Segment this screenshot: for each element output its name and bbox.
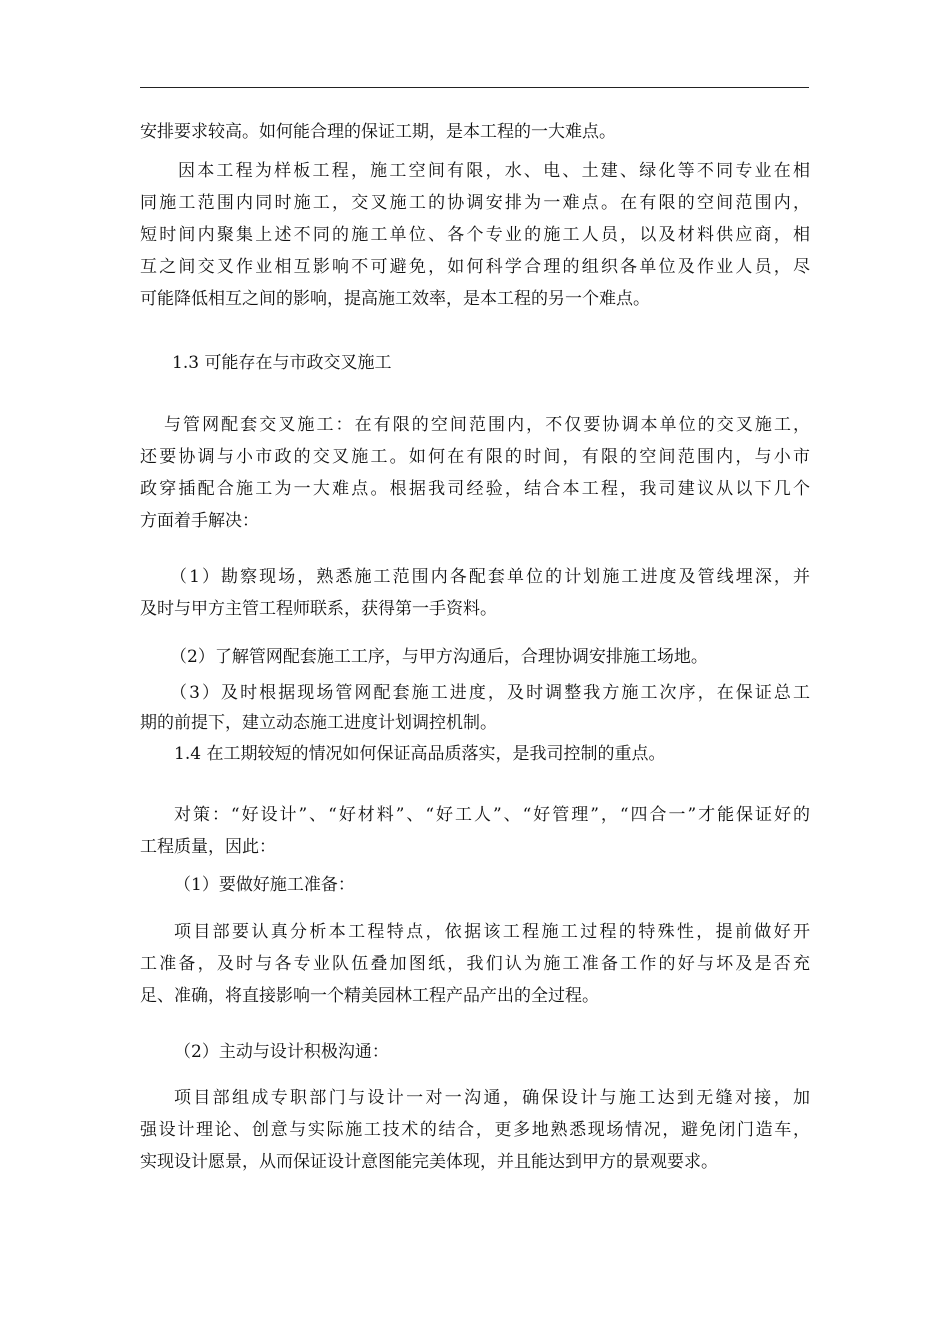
text-line: 实现设计愿景，从而保证设计意图能完美体现，并且能达到甲方的景观要求。	[140, 1152, 718, 1172]
paragraph-pipe-network	[140, 409, 810, 537]
text-line: 短时间内聚集上述不同的施工单位、各个专业的施工人员，以及材料供应商，相	[140, 225, 810, 245]
list-item-3	[140, 678, 810, 738]
section-heading-1-3	[140, 347, 842, 379]
text-line: （2）了解管网配套施工工序，与甲方沟通后，合理协调安排施工场地。	[170, 647, 708, 667]
text-line: （3）及时根据现场管网配套施工进度，及时调整我方施工次序，在保证总工	[170, 683, 810, 703]
text-line: （2）主动与设计积极沟通：	[174, 1042, 389, 1062]
text-line: 可能降低相互之间的影响，提高施工效率，是本工程的另一个难点。	[140, 289, 650, 309]
paragraph-preparation	[140, 916, 810, 1012]
sub-item-2	[140, 1036, 810, 1068]
text-line: 与管网配套交叉施工：在有限的空间范围内，不仅要协调本单位的交叉施工，	[164, 415, 810, 435]
text-line: 因本工程为样板工程，施工空间有限，水、电、土建、绿化等不同专业在相	[178, 161, 810, 181]
text-line: 期的前提下，建立动态施工进度计划调控机制。	[140, 713, 497, 733]
text-line: 足、准确，将直接影响一个精美园林工程产品产出的全过程。	[140, 986, 599, 1006]
paragraph-intro	[140, 116, 810, 148]
header-rule	[140, 87, 809, 88]
heading-text: 1.4 在工期较短的情况如何保证高品质落实，是我司控制的重点。	[174, 744, 666, 764]
paragraph-design-communication	[140, 1082, 810, 1178]
section-heading-1-4	[140, 738, 844, 770]
text-line: 政穿插配合施工为一大难点。根据我司经验，结合本工程，我司建议从以下几个	[140, 479, 810, 499]
text-line: （1）要做好施工准备：	[174, 875, 355, 895]
text-line: 强设计理论、创意与实际施工技术的结合，更多地熟悉现场情况，避免闭门造车，	[140, 1120, 810, 1140]
text-line: 项目部要认真分析本工程特点，依据该工程施工过程的特殊性，提前做好开	[174, 922, 810, 942]
text-line: 方面着手解决：	[140, 511, 259, 531]
text-line: 同施工范围内同时施工，交叉施工的协调安排为一难点。在有限的空间范围内，	[140, 193, 810, 213]
text-line: （1）勘察现场，熟悉施工范围内各配套单位的计划施工进度及管线埋深，并	[170, 567, 810, 587]
paragraph-countermeasure	[140, 799, 810, 863]
text-line: 安排要求较高。如何能合理的保证工期，是本工程的一大难点。	[140, 122, 616, 142]
text-line: 工程质量，因此：	[140, 837, 276, 857]
text-line: 及时与甲方主管工程师联系，获得第一手资料。	[140, 599, 497, 619]
sub-item-1	[140, 869, 810, 901]
text-line: 项目部组成专职部门与设计一对一沟通，确保设计与施工达到无缝对接，加	[174, 1088, 810, 1108]
text-line: 工准备，及时与各专业队伍叠加图纸，我们认为施工准备工作的好与坏及是否充	[140, 954, 810, 974]
text-line: 对策：“好设计”、“好材料”、“好工人”、“好管理”，“四合一”才能保证好的	[174, 805, 810, 825]
heading-text: 1.3 可能存在与市政交叉施工	[172, 353, 392, 373]
list-item-1	[140, 561, 810, 625]
text-line: 互之间交叉作业相互影响不可避免，如何科学合理的组织各单位及作业人员，尽	[140, 257, 810, 277]
paragraph-difficulty	[140, 155, 810, 315]
text-line: 还要协调与小市政的交叉施工。如何在有限的时间，有限的空间范围内，与小市	[140, 447, 810, 467]
list-item-2	[140, 641, 810, 673]
